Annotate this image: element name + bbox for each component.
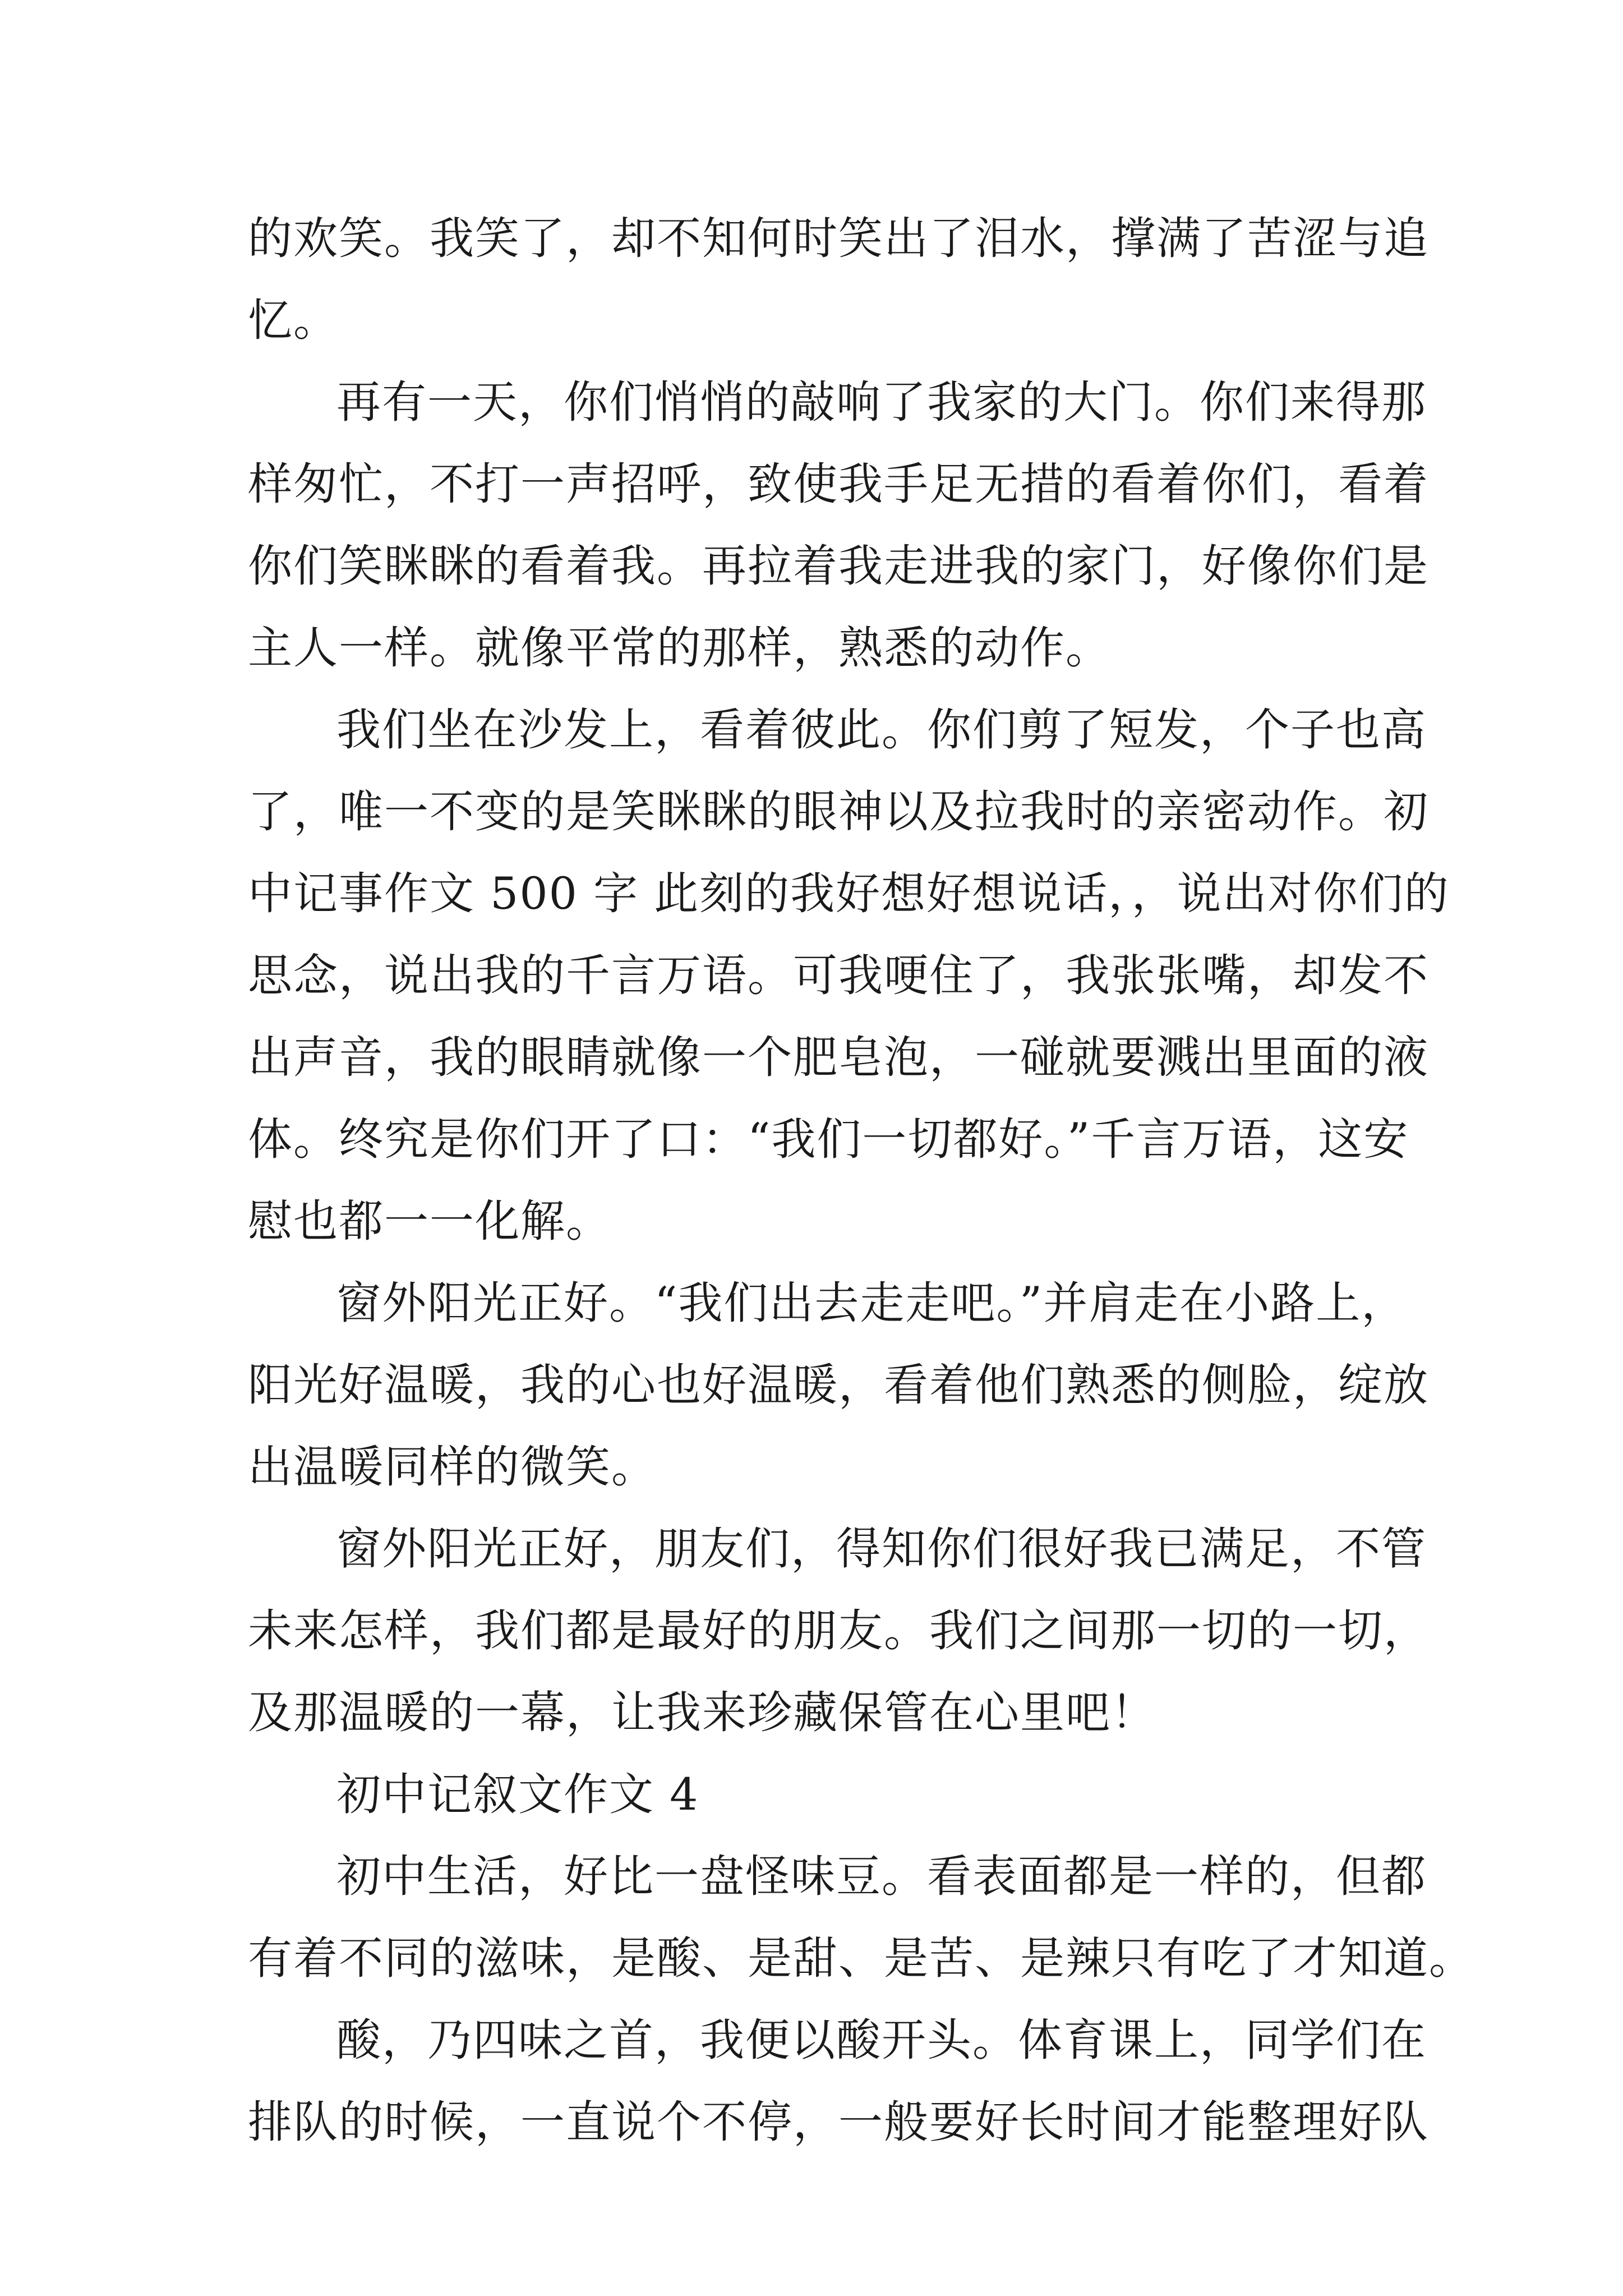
text-line: 慰也都一一化解。: [248, 1195, 611, 1247]
text-line: 忆。: [248, 295, 339, 346]
text-line: 了，唯一不变的是笑眯眯的眼神以及拉我时的亲密动作。初: [248, 786, 1429, 838]
text-line: 中记事作文 500 字 此刻的我好想好想说话，，说出对你们的: [248, 868, 1450, 919]
text-line: 思念，说出我的千言万语。可我哽住了，我张张嘴，却发不: [248, 950, 1429, 1001]
text-line: 及那温暖的一幕，让我来珍藏保管在心里吧！: [248, 1687, 1156, 1738]
text-line: 出温暖同样的微笑。: [248, 1441, 657, 1493]
text-line: 未来怎样，我们都是最好的朋友。我们之间那一切的一切，: [248, 1605, 1429, 1657]
body-text: [248, 197, 1474, 2163]
paragraph-start-line: 我们坐在沙发上，看着彼此。你们剪了短发，个子也高: [336, 704, 1427, 756]
text-line: 的欢笑。我笑了，却不知何时笑出了泪水，撑满了苦涩与追: [248, 213, 1429, 264]
text-line: 主人一样。就像平常的那样，熟悉的动作。: [248, 622, 1111, 674]
section-heading: 初中记叙文作文 4: [336, 1769, 699, 1820]
text-line: 你们笑眯眯的看着我。再拉着我走进我的家门，好像你们是: [248, 540, 1429, 592]
paragraph-start-line: 酸，乃四味之首，我便以酸开头。体育课上，同学们在: [336, 2014, 1427, 2066]
text-line: 出声音，我的眼睛就像一个肥皂泡，一碰就要溅出里面的液: [248, 1032, 1429, 1083]
text-line: 样匆忙，不打一声招呼，致使我手足无措的看着你们，看着: [248, 458, 1429, 510]
text-line: 排队的时候，一直说个不停，一般要好长时间才能整理好队: [248, 2096, 1429, 2148]
text-line: 体。终究是你们开了口：“我们一切都好。”千言万语，这安: [248, 1114, 1409, 1165]
paragraph-start-line: 再有一天，你们悄悄的敲响了我家的大门。你们来得那: [336, 376, 1427, 428]
text-line: 有着不同的滋味，是酸、是甜、是苦、是辣只有吃了才知道。: [248, 1932, 1474, 1984]
text-line: 阳光好温暖，我的心也好温暖，看着他们熟悉的侧脸，绽放: [248, 1359, 1429, 1411]
paragraph-start-line: 窗外阳光正好，朋友们，得知你们很好我已满足，不管: [336, 1523, 1427, 1575]
paragraph-start-line: 窗外阳光正好。“我们出去走走吧。”并肩走在小路上，: [336, 1277, 1407, 1329]
paragraph-start-line: 初中生活，好比一盘怪味豆。看表面都是一样的，但都: [336, 1851, 1427, 1902]
